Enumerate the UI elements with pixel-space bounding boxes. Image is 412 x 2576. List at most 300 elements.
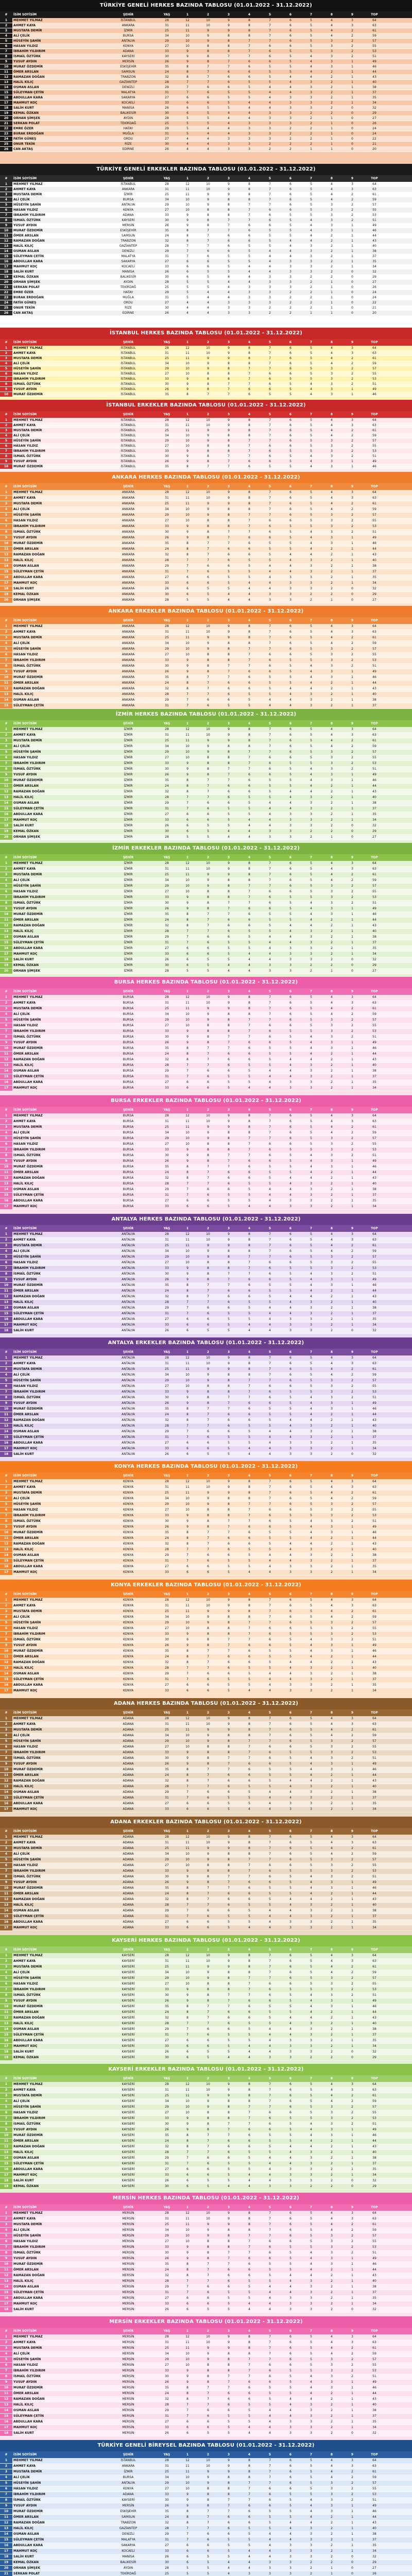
rank-cell: 15 (0, 806, 12, 811)
value-cell: 6 (289, 418, 291, 422)
value-cell: ANTALYA (122, 1261, 135, 1264)
value-cell: 6 (228, 1300, 230, 1304)
value-cell: 6 (207, 1080, 209, 1084)
value-cell: 1 (351, 1075, 353, 1078)
table-row (0, 1558, 412, 1564)
value-cell: 49 (372, 1525, 376, 1529)
value-cell: 7 (248, 664, 250, 668)
value-cell: ANTALYA (122, 1266, 135, 1270)
name-cell: ALİ ÇELİK (13, 1852, 30, 1856)
column-header: # (5, 341, 8, 344)
value-cell: 1 (310, 311, 312, 315)
column-header: 2 (207, 2077, 210, 2080)
name-cell: YUSUF AYDIN (13, 1278, 37, 1281)
value-cell: 57 (372, 1018, 376, 1022)
value-cell: 31 (165, 1677, 169, 1681)
value-cell: 5 (289, 1046, 291, 1050)
value-cell: 25 (165, 429, 169, 432)
value-cell: 11 (185, 1120, 190, 1123)
value-cell: ADANA (123, 1807, 134, 1811)
column-header: ŞEHİR (123, 1829, 134, 1833)
value-cell: 8 (248, 1012, 250, 1016)
value-cell: 34 (165, 362, 169, 365)
value-cell: 10 (185, 1971, 190, 1974)
value-cell: 6 (207, 1323, 209, 1327)
name-cell: YUSUF AYDIN (13, 1880, 37, 1884)
value-cell: 7 (228, 393, 230, 396)
value-cell: 6 (289, 861, 291, 865)
name-cell: HASAN YILDIZ (13, 1863, 38, 1867)
value-cell: 9 (186, 1514, 188, 1517)
ranking-section (0, 1580, 412, 1698)
table-row (0, 269, 412, 275)
name-cell: İBRAHİM YILDIRIM (13, 1266, 45, 1270)
value-cell: 7 (186, 1548, 188, 1551)
value-cell: 3 (331, 912, 333, 916)
value-cell: 44 (372, 1052, 376, 1056)
value-cell: 6 (186, 2056, 188, 2059)
rank-cell: 1 (0, 18, 12, 23)
value-cell: 6 (289, 1131, 291, 1134)
value-cell: 3 (310, 818, 312, 822)
value-cell: 8 (207, 658, 209, 662)
table-row (0, 1897, 412, 1903)
value-cell: 2 (331, 958, 333, 961)
rank-cell: 2 (0, 1722, 12, 1727)
value-cell: 37 (372, 1677, 376, 1681)
value-cell: 10 (206, 1485, 210, 1489)
value-cell: 1 (351, 1046, 353, 1050)
column-header: 9 (351, 485, 354, 488)
rank-cell: 2 (0, 867, 12, 872)
value-cell: 4 (248, 275, 250, 279)
value-cell: 4 (331, 2094, 333, 2097)
value-cell: 24 (165, 1052, 169, 1056)
column-header: 3 (227, 177, 230, 180)
value-cell: 6 (269, 1869, 271, 1873)
value-cell: 4 (248, 265, 250, 268)
value-cell: 1 (351, 1424, 353, 1428)
value-cell: 3 (331, 1407, 333, 1411)
value-cell: 8 (228, 1982, 230, 1986)
column-header: 9 (351, 177, 354, 180)
value-cell: 6 (248, 1643, 250, 1647)
section-title: KONYA HERKES BAZINDA TABLOSU (01.01.2022 - 31.12.2022) (0, 1461, 412, 1472)
value-cell: 10 (185, 1982, 190, 1986)
value-cell: 6 (269, 756, 271, 759)
value-cell: 7 (269, 1012, 271, 1016)
name-cell: ÖMER ARSLAN (13, 1289, 39, 1293)
value-cell: 8 (186, 1176, 188, 1180)
value-cell: 6 (269, 449, 271, 453)
value-cell: 4 (310, 1531, 312, 1534)
value-cell: 10 (185, 1255, 190, 1259)
value-cell: 10 (185, 1131, 190, 1134)
value-cell: 1 (351, 96, 353, 99)
value-cell: 5 (228, 704, 230, 707)
value-cell: 4 (331, 1598, 333, 1602)
value-cell: 5 (310, 198, 312, 201)
value-cell: 29 (165, 1502, 169, 1506)
value-cell: 10 (185, 1626, 190, 1630)
value-cell: 5 (269, 929, 271, 933)
table-row (0, 1795, 412, 1801)
value-cell: 7 (269, 1852, 271, 1856)
value-cell: 29 (165, 203, 169, 207)
name-cell: HASAN YILDIZ (13, 444, 38, 448)
value-cell: 3 (331, 670, 333, 673)
value-cell: 7 (207, 1424, 209, 1428)
value-cell: BURSA (123, 34, 134, 38)
value-cell: 5 (289, 912, 291, 916)
value-cell: 3 (331, 1858, 333, 1861)
value-cell: 4 (269, 2033, 271, 2037)
value-cell: 4 (228, 592, 230, 596)
rank-cell: 5 (0, 1502, 12, 1507)
value-cell: 4 (310, 767, 312, 771)
value-cell: İSTANBUL (121, 429, 136, 432)
rank-cell: 7 (0, 1147, 12, 1153)
value-cell: 1 (351, 1176, 353, 1180)
value-cell: 3 (351, 351, 353, 355)
value-cell: 2 (310, 835, 312, 839)
value-cell: 33 (165, 581, 169, 585)
value-cell: ANKARA (122, 502, 135, 505)
value-cell: 5 (310, 519, 312, 522)
value-cell: 8 (186, 1542, 188, 1546)
value-cell: 1 (351, 1802, 353, 1805)
value-cell: 2 (331, 1660, 333, 1664)
value-cell: 3 (331, 2105, 333, 2109)
value-cell: 11 (185, 630, 190, 634)
name-cell: AHMET KAYA (13, 1120, 36, 1123)
value-cell: 4 (310, 460, 312, 463)
value-cell: 10 (185, 1024, 190, 1027)
value-cell: 32 (372, 106, 376, 110)
value-cell: 29 (372, 2056, 376, 2059)
rank-cell: 8 (0, 1637, 12, 1642)
table-row (0, 2116, 412, 2122)
value-cell: 8 (186, 778, 188, 782)
value-cell: 31 (165, 1959, 169, 1963)
value-cell: 6 (289, 29, 291, 32)
value-cell: 10 (206, 727, 210, 731)
value-cell: 4 (331, 1728, 333, 1732)
value-cell: 7 (186, 1914, 188, 1918)
rank-cell: 16 (0, 1317, 12, 1322)
name-cell: SALİH KURT (13, 958, 34, 961)
value-cell: 3 (331, 513, 333, 517)
column-header: 4 (248, 413, 251, 416)
name-cell: ALİ ÇELİK (13, 1497, 30, 1500)
name-cell: SÜLEYMAN ÇETİN (13, 941, 44, 944)
value-cell: 7 (228, 1531, 230, 1534)
value-cell: 59 (372, 362, 376, 365)
name-cell: AHMET KAYA (13, 351, 36, 355)
value-cell: 3 (269, 275, 271, 279)
value-cell: 8 (248, 1131, 250, 1134)
name-cell: ABDULLAH KARA (13, 1317, 43, 1321)
value-cell: İSTANBUL (121, 454, 136, 458)
column-header: 5 (268, 1829, 271, 1833)
value-cell: 4 (331, 1722, 333, 1726)
rank-cell: 6 (0, 889, 12, 894)
name-cell: HÜSEYİN ŞAHİN (13, 1502, 41, 1506)
value-cell: 5 (310, 357, 312, 360)
value-cell: 6 (207, 570, 209, 573)
name-cell: MEHMET YILMAZ (13, 1954, 43, 1957)
table-row (0, 698, 412, 703)
value-cell: 51 (372, 218, 376, 222)
value-cell: 5 (289, 1892, 291, 1895)
value-cell: 6 (207, 704, 209, 707)
value-cell: İSTANBUL (121, 439, 136, 443)
table-row (0, 438, 412, 444)
table-row (0, 371, 412, 377)
value-cell: 4 (310, 918, 312, 922)
value-cell: 8 (248, 727, 250, 731)
value-cell: 5 (248, 1565, 250, 1568)
value-cell: 11 (185, 1604, 190, 1607)
name-cell: YUSUF AYDIN (13, 1041, 37, 1044)
value-cell: 6 (289, 346, 291, 350)
value-cell: 5 (228, 587, 230, 590)
value-cell: 26 (165, 907, 169, 910)
column-header: 8 (330, 1474, 333, 1478)
value-cell: ANTALYA (122, 1249, 135, 1253)
name-cell: İSMAİL ÖZTÜRK (13, 767, 41, 771)
value-cell: 3 (248, 285, 250, 289)
value-cell: 40 (372, 1300, 376, 1304)
value-cell: 6 (269, 454, 271, 458)
value-cell: 7 (269, 1114, 271, 1117)
value-cell: 4 (269, 1807, 271, 1811)
table-row (0, 449, 412, 454)
value-cell: 6 (289, 502, 291, 505)
value-cell: 8 (186, 1052, 188, 1056)
value-cell: 6 (289, 1965, 291, 1969)
value-cell: 7 (228, 1649, 230, 1653)
rank-cell: 24 (0, 137, 12, 141)
value-cell: 12 (185, 2082, 190, 2086)
value-cell: 9 (186, 767, 188, 771)
value-cell: 27 (165, 1024, 169, 1027)
value-cell: 8 (228, 1131, 230, 1134)
value-cell: 29 (165, 39, 169, 43)
name-cell: ÖMER ARSLAN (13, 1536, 39, 1540)
column-header: 1 (186, 485, 189, 488)
column-header: 2 (207, 13, 210, 16)
value-cell: 6 (207, 941, 209, 944)
value-cell: 4 (269, 1069, 271, 1073)
value-cell: 6 (248, 387, 250, 391)
value-cell: 10 (206, 1835, 210, 1839)
value-cell: 8 (207, 1988, 209, 1991)
value-cell: 2 (269, 311, 271, 315)
value-cell: 1 (310, 147, 312, 151)
rank-cell: 9 (0, 772, 12, 777)
table-row (0, 1536, 412, 1541)
table-row (0, 2127, 412, 2133)
value-cell: 6 (248, 224, 250, 227)
value-cell: 9 (207, 1965, 209, 1969)
name-cell: ALİ ÇELİK (13, 1012, 30, 1016)
value-cell: 10 (185, 513, 190, 517)
value-cell: 5 (289, 681, 291, 685)
value-cell: 1 (351, 1536, 353, 1540)
value-cell: 7 (248, 1379, 250, 1382)
value-cell: 0 (351, 285, 353, 289)
value-cell: 6 (269, 890, 271, 893)
value-cell: 5 (289, 1041, 291, 1044)
value-cell: 3 (310, 91, 312, 94)
value-cell: 7 (207, 1295, 209, 1298)
name-cell: MURAT ÖZDEMİR (13, 65, 43, 69)
value-cell: 10 (185, 1142, 190, 1146)
name-cell: MAHMUT KOÇ (13, 1086, 38, 1090)
name-cell: RAMAZAN DOĞAN (13, 924, 45, 927)
rank-cell: 17 (0, 2044, 12, 2049)
value-cell: 37 (372, 255, 376, 258)
value-cell: 1 (351, 946, 353, 950)
value-cell: 6 (289, 2099, 291, 2103)
name-cell: ORHAN ŞİMŞEK (13, 280, 41, 284)
rank-cell: 6 (0, 1981, 12, 1987)
name-cell: İSMAİL ÖZTÜRK (13, 1272, 41, 1276)
column-header: YAŞ (163, 413, 170, 416)
table-row (0, 1046, 412, 1052)
value-cell: İSTANBUL (121, 382, 136, 386)
rank-cell: 13 (0, 1784, 12, 1789)
table-row (0, 1074, 412, 1080)
value-cell: 4 (289, 1306, 291, 1310)
value-cell: 0 (351, 592, 353, 596)
value-cell: 6 (289, 1626, 291, 1630)
value-cell: 5 (248, 1193, 250, 1197)
name-cell: ABDULLAH KARA (13, 1565, 43, 1568)
rank-cell: 9 (0, 669, 12, 674)
value-cell: 29 (165, 2105, 169, 2109)
value-cell: 7 (248, 2105, 250, 2109)
value-cell: 8 (248, 995, 250, 999)
value-cell: 8 (228, 641, 230, 645)
column-header: 9 (351, 1108, 354, 1112)
value-cell: 10 (185, 1621, 190, 1624)
value-cell: 12 (185, 1232, 190, 1236)
section-title: İZMİR ERKEKLER BAZINDA TABLOSU (01.01.2022 - 31.12.2022) (0, 843, 412, 854)
value-cell: 11 (185, 29, 190, 32)
value-cell: 7 (269, 878, 271, 882)
value-cell: 53 (372, 2116, 376, 2120)
value-cell: 6 (186, 1926, 188, 1929)
table-row (0, 356, 412, 361)
value-cell: 6 (207, 801, 209, 805)
section-title: TÜRKİYE GENELİ ERKEKLER BAZINDA TABLOSU (01.01.2022 - 31.12.2022) (0, 164, 412, 175)
value-cell: ANKARA (122, 575, 135, 579)
value-cell: 4 (310, 773, 312, 776)
rank-cell: 2 (0, 1001, 12, 1006)
value-cell: 7 (228, 1999, 230, 2003)
table-row (0, 1677, 412, 1683)
column-header: # (5, 856, 8, 859)
value-cell: 4 (289, 801, 291, 805)
value-cell: 5 (207, 958, 209, 961)
value-cell: 37 (372, 1435, 376, 1439)
value-cell: 1 (331, 280, 333, 284)
table-row (0, 90, 412, 95)
name-cell: SALİH KURT (13, 587, 34, 590)
value-cell: 5 (310, 1846, 312, 1850)
value-cell: 5 (248, 801, 250, 805)
value-cell: 5 (289, 1756, 291, 1760)
table-row (0, 1519, 412, 1524)
value-cell: 2 (331, 86, 333, 89)
value-cell: KAYSERİ (122, 1954, 135, 1957)
table-row (0, 49, 412, 54)
value-cell: 3 (331, 1875, 333, 1878)
value-cell: 4 (289, 698, 291, 702)
value-cell: 5 (310, 1485, 312, 1489)
value-cell: 4 (331, 739, 333, 742)
value-cell: KONYA (123, 1502, 134, 1506)
value-cell: 10 (185, 444, 190, 448)
value-cell: 57 (372, 1137, 376, 1140)
value-cell: 7 (248, 530, 250, 534)
value-cell: 3 (331, 49, 333, 53)
value-cell: 3 (310, 1553, 312, 1557)
value-cell: BURSA (123, 1075, 134, 1078)
column-header: YAŞ (163, 1829, 170, 1833)
value-cell: 6 (289, 24, 291, 27)
value-cell: 25 (165, 1125, 169, 1129)
value-cell: 5 (310, 1024, 312, 1027)
value-cell: 29 (165, 1188, 169, 1191)
value-cell: 2 (331, 2050, 333, 2054)
name-cell: SÜLEYMAN ÇETİN (13, 1075, 44, 1078)
column-header: İSİM SOYİSİM (13, 413, 37, 416)
value-cell: 2 (331, 265, 333, 268)
value-cell: 5 (289, 387, 291, 391)
value-cell: ANTALYA (122, 1396, 135, 1399)
value-cell: 10 (185, 1137, 190, 1140)
value-cell: 9 (228, 24, 230, 27)
table-row (0, 1727, 412, 1733)
value-cell: 35 (165, 1649, 169, 1653)
value-cell: 6 (289, 1846, 291, 1850)
name-cell: MUSTAFA DEMİR (13, 429, 42, 432)
value-cell: 9 (186, 1390, 188, 1394)
value-cell: 9 (186, 907, 188, 910)
rank-cell: 10 (0, 1886, 12, 1891)
rank-cell: 4 (0, 878, 12, 883)
value-cell: 6 (289, 1379, 291, 1382)
value-cell: 26 (165, 773, 169, 776)
value-cell: 5 (248, 807, 250, 810)
rank-cell: 14 (0, 1553, 12, 1558)
value-cell: 7 (207, 929, 209, 933)
value-cell: 26 (165, 1643, 169, 1647)
rank-cell: 17 (0, 1807, 12, 1812)
value-cell: 3 (310, 1063, 312, 1067)
value-cell: 4 (331, 193, 333, 196)
value-cell: 9 (228, 1598, 230, 1602)
value-cell: 4 (331, 1717, 333, 1720)
value-cell: 5 (248, 1317, 250, 1321)
value-cell: 4 (310, 1773, 312, 1777)
value-cell: İZMİR (124, 790, 133, 793)
value-cell: SAMSUN (122, 234, 135, 238)
value-cell: 5 (289, 1052, 291, 1056)
